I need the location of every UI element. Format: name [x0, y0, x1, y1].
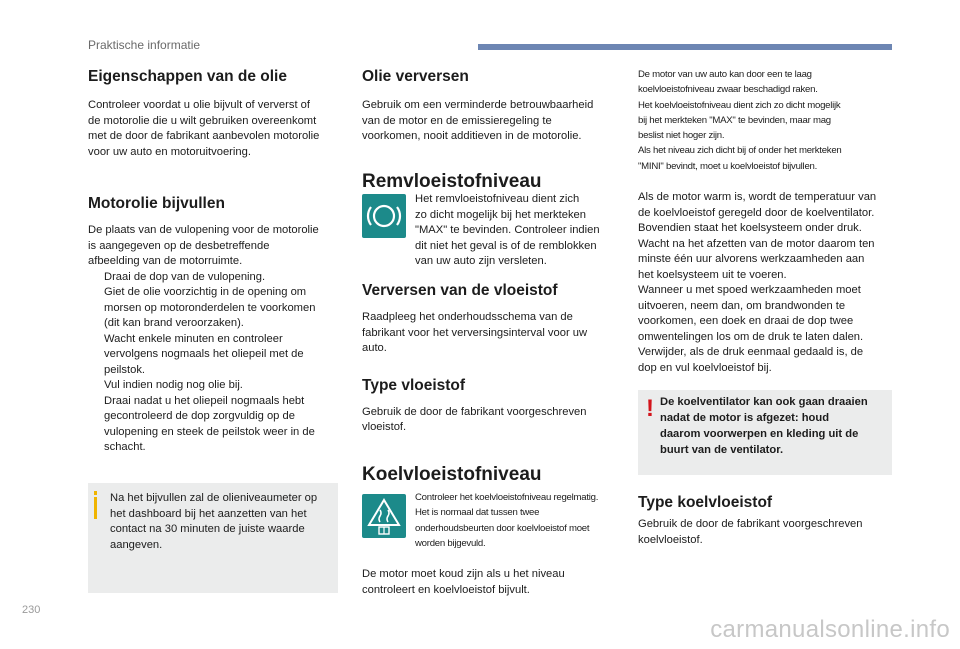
text-line: het koelsysteem uit te voeren.	[638, 268, 787, 281]
text-line: Het is normaal dat tussen twee	[415, 507, 540, 519]
step-text-line: Draai de dop van de vulopening.	[104, 270, 266, 283]
step-text-line: vervolgens nogmaals het oliepeil met de	[104, 348, 304, 360]
text-line: Wacht na het afzetten van de motor daarom ten	[638, 237, 875, 250]
text-line: Als het niveau zich dicht bij of onder het merkteken	[638, 145, 842, 157]
text-line: dit niet het geval is of de remblokken	[415, 239, 597, 252]
step-text-line: vulopening en steek de peilstok weer in de	[104, 425, 315, 438]
text-line: Gebruik de door de fabrikant voorgeschreven	[362, 405, 587, 418]
column-middle-lower	[362, 282, 616, 486]
text-line: Controleer voordat u olie bijvult of ververst of	[88, 99, 310, 111]
warning-text	[660, 394, 886, 458]
column-left	[88, 66, 338, 456]
text-line: de motorolie die u wilt gebruiken overeenkomt	[88, 114, 317, 127]
text-line: Wanneer u met spoed werkzaamheden moet	[638, 284, 861, 296]
info-box	[88, 483, 338, 593]
text-line: Gebruik de door de fabrikant voorgeschreven	[638, 518, 863, 530]
text-line: uitvoeren, neem dan, om brandwonden te	[638, 299, 846, 312]
text-line: Bovendien staat het koelsysteem onder druk.	[638, 222, 862, 234]
text-line: voor uw auto en motoruitvoering.	[88, 145, 251, 158]
text-line: Het koelvloeistofniveau dient zich zo dicht mogelijk	[638, 99, 841, 111]
text-line: daarom voorwerpen en kleding uit de	[660, 428, 859, 440]
text-line: controleert en koelvloeistof bijvult.	[362, 583, 530, 596]
step-item	[88, 270, 338, 286]
warning-box	[638, 390, 892, 475]
page-number: 230	[22, 604, 41, 616]
heading-oil-change: Olie verversen	[362, 68, 469, 85]
step-text-line: Wacht enkele minuten en controleer	[104, 332, 283, 345]
text-line: worden bijgevuld.	[415, 537, 486, 549]
text-line: De plaats van de vulopening voor de motorolie	[88, 224, 319, 236]
text-line: "MINI" bevindt, moet u koelvloeistof bijvullen.	[638, 160, 818, 172]
step-text-line: Giet de olie voorzichtig in de opening om	[104, 286, 307, 298]
text-line: nadat de motor is afgezet: houd	[660, 412, 830, 424]
paragraph-replace-fluid	[362, 310, 616, 357]
text-line: de koelvloeistof geregeld door de koelventilator.	[638, 206, 875, 219]
text-line: is aangegeven op de desbetreffende	[88, 239, 270, 252]
heading-coolant-type: Type koelvloeistof	[638, 494, 773, 511]
text-line: De koelventilator kan ook gaan draaien	[660, 396, 868, 408]
text-line: De motor van uw auto kan door een te laag	[638, 69, 812, 80]
text-line: vloeistof.	[362, 421, 407, 433]
text-line: van uw auto zijn versleten.	[415, 255, 547, 267]
paragraph-coolant-max	[638, 67, 896, 174]
text-line: omwentelingen los om de druk te laten dalen.	[638, 330, 864, 343]
text-line: koelvloeistof.	[638, 533, 703, 546]
text-line: De motor moet koud zijn als u het niveau	[362, 568, 565, 580]
heading-top-up-oil: Motorolie bijvullen	[88, 195, 225, 212]
text-line: Gebruik om een verminderde betrouwbaarheid	[362, 99, 594, 111]
text-line: Raadpleeg het onderhoudsschema van de	[362, 311, 573, 323]
header-accent-bar	[478, 44, 892, 50]
paragraph-coolant-check	[415, 490, 620, 551]
text-line: afbeelding van de motorruimte.	[88, 255, 243, 267]
text-line: buurt van de ventilator.	[660, 444, 784, 456]
info-icon	[94, 491, 97, 521]
text-line: Verwijder, als de druk eenmaal gedaald is, de	[638, 346, 864, 358]
heading-brake-fluid-level: Remvloeistofniveau	[362, 170, 542, 192]
step-text-line: peilstok.	[104, 363, 146, 376]
text-line: auto.	[362, 342, 387, 354]
coolant-manual-icon	[362, 494, 406, 538]
text-line: Na het bijvullen zal de olieniveaumeter op	[110, 492, 318, 504]
paragraph-engine-warm	[638, 190, 892, 376]
text-line: onderhoudsbeurten door koelvloeistof moet	[415, 522, 590, 534]
paragraph-coolant-type	[638, 517, 892, 548]
heading-fluid-type: Type vloeistof	[362, 376, 466, 394]
text-line: met de door de fabrikant aanbevolen motorolie	[88, 130, 320, 142]
text-line: zo dicht mogelijk bij het merkteken	[415, 208, 586, 221]
text-line: contact na 30 minuten de juiste waarde	[110, 523, 305, 535]
text-line: koelvloeistofniveau zwaar beschadigd raken.	[638, 84, 818, 96]
step-text-line: Vul indien nodig nog olie bij.	[104, 379, 243, 391]
paragraph-top-up-location	[88, 223, 338, 270]
heading-coolant-level: Koelvloeistofniveau	[362, 463, 542, 485]
text-line: dop en vul koelvloeistof bij.	[638, 361, 772, 374]
step-text-line: schacht.	[104, 441, 146, 453]
step-item	[88, 332, 338, 379]
paragraph-fluid-type	[362, 405, 616, 436]
text-line: het dashboard bij het aanzetten van het	[110, 507, 307, 520]
heading-oil-properties: Eigenschappen van de olie	[88, 68, 287, 85]
text-line: voorkomen, een doek en draai de dop twee	[638, 315, 854, 327]
text-line: Als de motor warm is, wordt de temperatuur van	[638, 191, 877, 203]
text-line: "MAX" te bevinden. Controleer indien	[415, 224, 600, 236]
heading-replace-fluid: Verversen van de vloeistof	[362, 282, 558, 299]
step-text-line: gecontroleerd de dop zorgvuldig op de	[104, 410, 295, 422]
paragraph-engine-cold	[362, 567, 616, 598]
step-text-line: morsen op motoronderdelen te voorkomen	[104, 301, 316, 314]
text-line: van de motor en de emissieregeling te	[362, 114, 552, 127]
step-item	[88, 285, 338, 332]
step-item	[88, 378, 338, 394]
text-line: bij het merkteken "MAX" te bevinden, maar mag	[638, 114, 831, 126]
top-up-steps	[88, 270, 338, 456]
warning-icon: !	[646, 395, 654, 422]
paragraph-brake-fluid	[415, 192, 620, 270]
section-header: Praktische informatie	[88, 38, 201, 52]
info-text	[110, 491, 334, 553]
text-line: Het remvloeistofniveau dient zich	[415, 193, 580, 205]
step-text-line: Draai nadat u het oliepeil nogmaals hebt	[104, 394, 305, 407]
step-text-line: (dit kan brand veroorzaken).	[104, 317, 244, 329]
paragraph-oil-properties	[88, 98, 338, 160]
step-item	[88, 394, 338, 456]
paragraph-oil-change	[362, 98, 616, 145]
text-line: aangeven.	[110, 538, 163, 551]
text-line: fabrikant voor het verversingsinterval voor uw	[362, 326, 588, 339]
text-line: voorkomen, nooit additieven in de motorolie.	[362, 130, 582, 142]
text-line: beslist niet hoger zijn.	[638, 130, 725, 142]
watermark: carmanualsonline.info	[710, 616, 950, 643]
text-line: Controleer het koelvloeistofniveau regelmatig.	[415, 492, 599, 503]
column-middle	[362, 66, 616, 193]
text-line: minste één uur alvorens werkzaamheden aan	[638, 253, 865, 265]
brake-warning-icon	[362, 194, 406, 238]
